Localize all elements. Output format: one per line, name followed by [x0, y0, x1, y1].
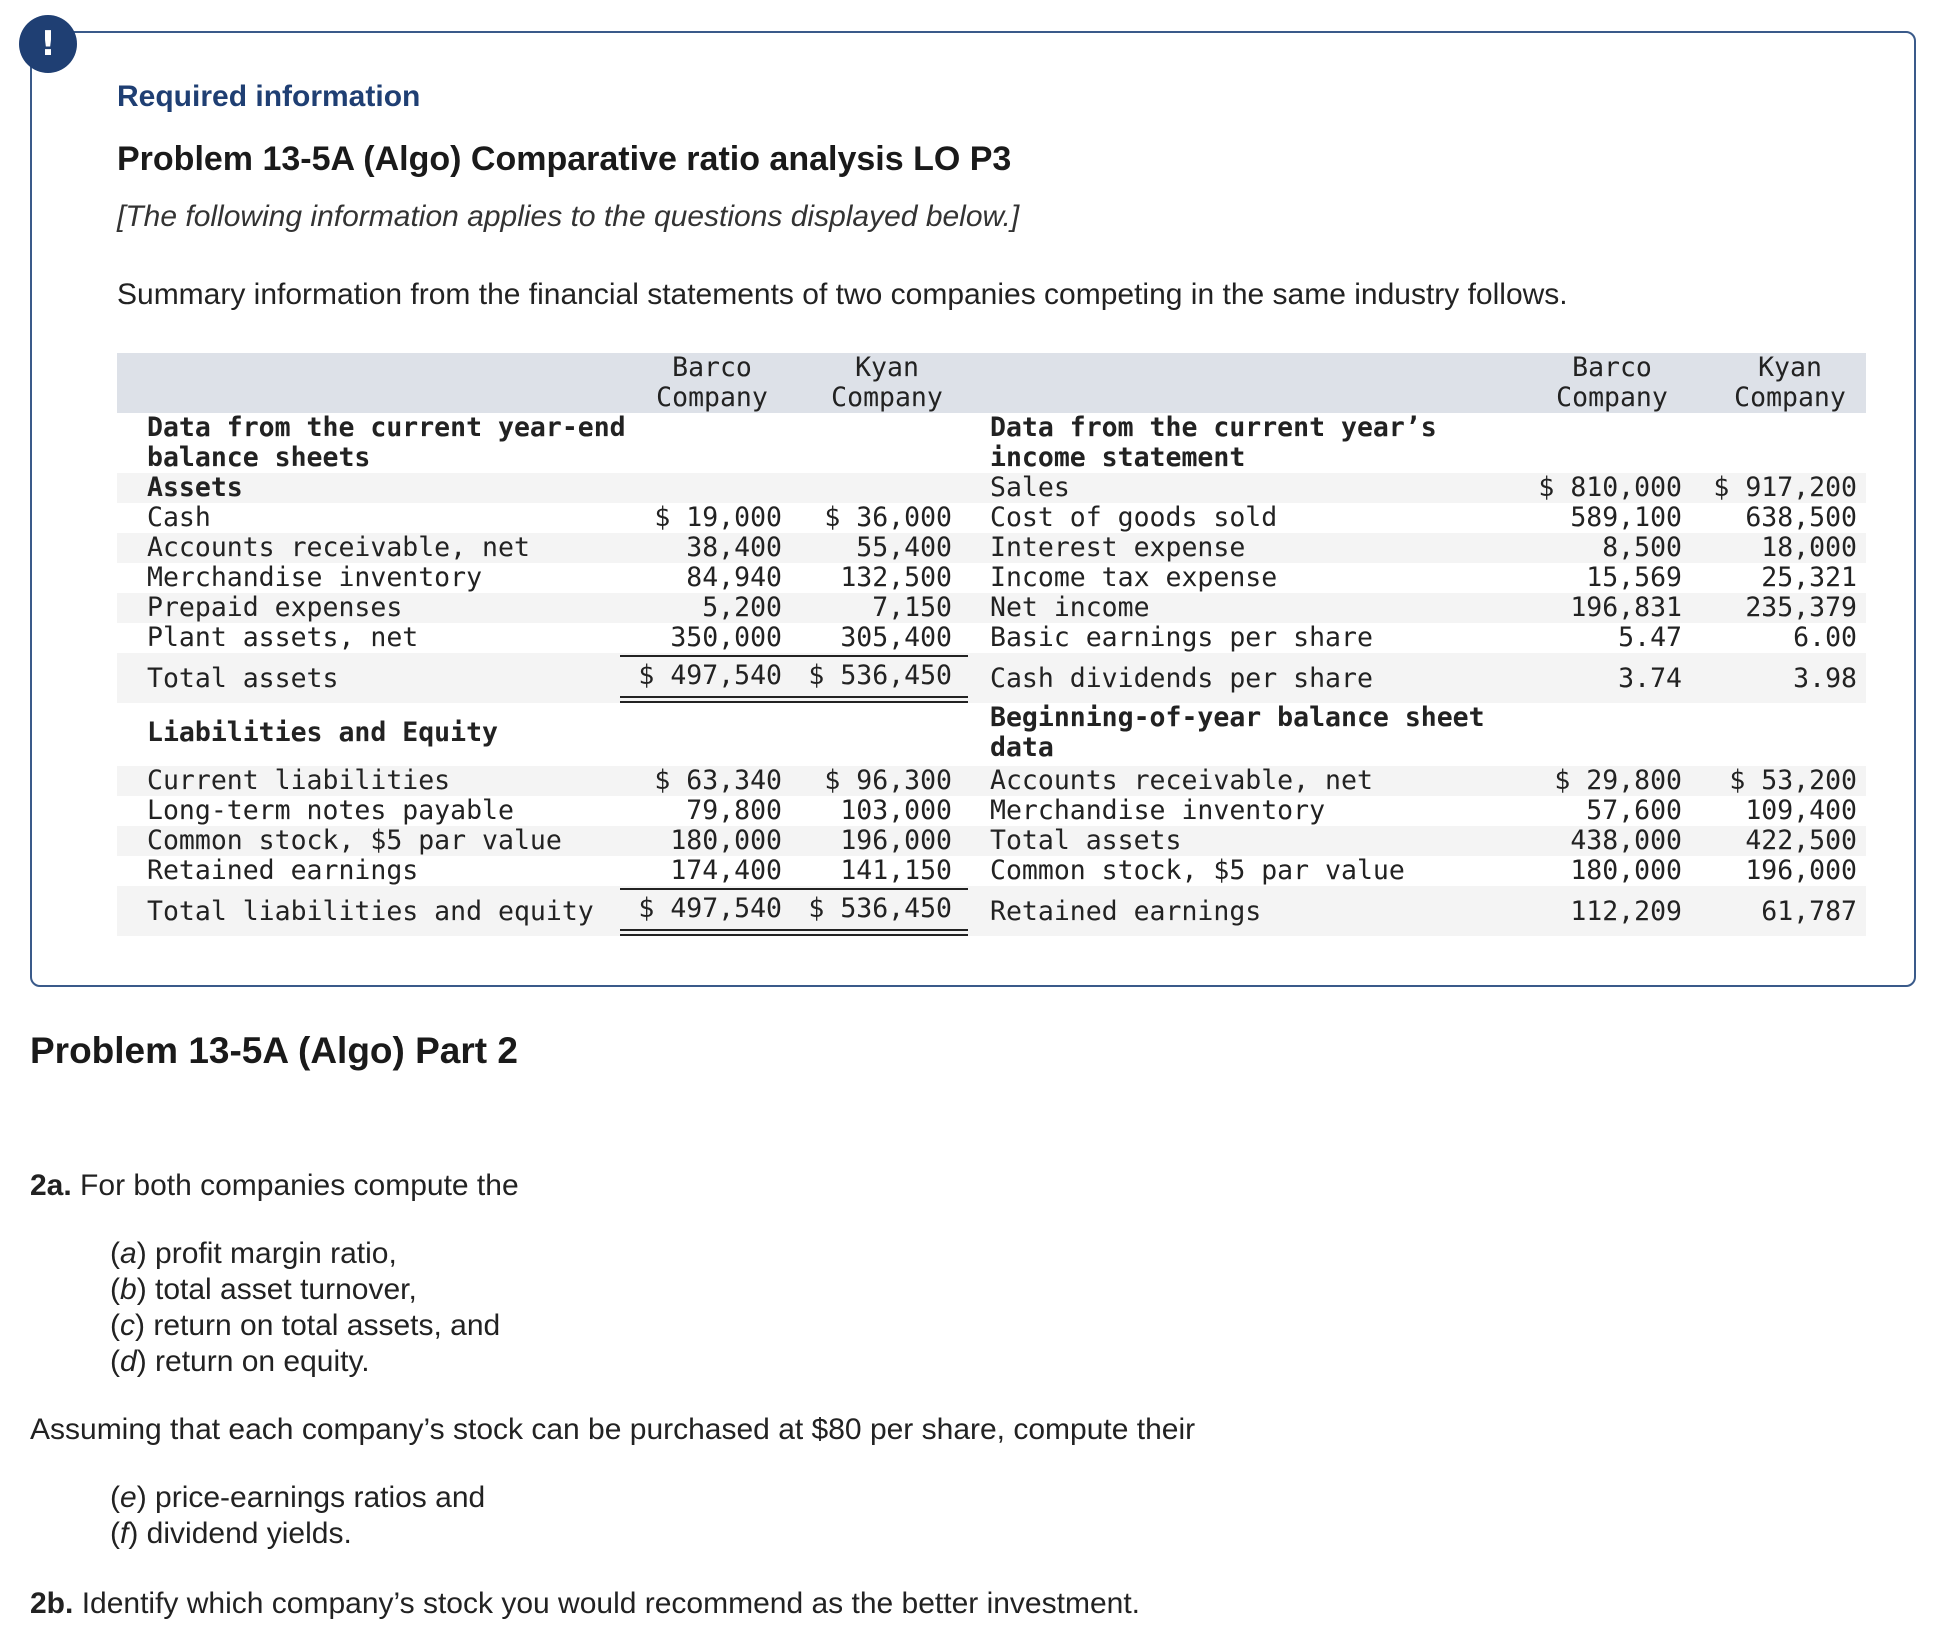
- table-row-label: Accounts receivable, net: [147, 532, 530, 563]
- summary-text: Summary information from the financial statements of two companies competing in the same industry follows.: [117, 278, 1568, 311]
- table-cell-kyan: 61,787: [1761, 896, 1857, 927]
- table-cell-barco: 3.74: [1618, 663, 1682, 694]
- table-row-label: Sales: [990, 472, 1070, 503]
- subtotal-underline: [620, 888, 968, 890]
- table-cell-kyan: 6.00: [1793, 622, 1857, 653]
- table-cell-kyan: $ 36,000: [824, 502, 952, 533]
- table-cell-barco: 57,600: [1586, 795, 1682, 826]
- subtotal-underline: [620, 655, 968, 657]
- table-cell-barco: $ 29,800: [1554, 765, 1682, 796]
- table-cell-barco: $ 19,000: [654, 502, 782, 533]
- table-row-label: Retained earnings: [147, 855, 419, 886]
- table-cell-barco: 5,200: [702, 592, 782, 623]
- beginning-balance-heading: Beginning-of-year balance sheet data: [990, 702, 1485, 763]
- table-cell-kyan: 55,400: [856, 532, 952, 563]
- total-liabilities-label: Total liabilities and equity: [147, 896, 594, 927]
- table-cell-kyan: $ 917,200: [1713, 472, 1857, 503]
- table-cell-barco: 438,000: [1570, 825, 1682, 856]
- table-cell-barco: 180,000: [1570, 855, 1682, 886]
- table-row-label: Long-term notes payable: [147, 795, 514, 826]
- table-cell-barco: 38,400: [686, 532, 782, 563]
- table-cell-barco: 112,209: [1570, 896, 1682, 927]
- table-cell-barco: $ 63,340: [654, 765, 782, 796]
- list-item: (c) return on total assets, and: [110, 1309, 501, 1342]
- question-2b: 2b. Identify which company’s stock you would recommend as the better investment.: [30, 1587, 1140, 1620]
- table-row-label: Accounts receivable, net: [990, 765, 1373, 796]
- part-title: Problem 13-5A (Algo) Part 2: [30, 1030, 518, 1071]
- table-cell-barco: 180,000: [670, 825, 782, 856]
- assets-heading: Assets: [147, 472, 243, 503]
- table-cell-kyan: 18,000: [1761, 532, 1857, 563]
- list-item: (f) dividend yields.: [110, 1517, 352, 1550]
- table-row-label: Common stock, $5 par value: [990, 855, 1405, 886]
- table-row-label: Cash dividends per share: [990, 663, 1373, 694]
- table-cell-kyan: 422,500: [1745, 825, 1857, 856]
- table-cell-kyan: 141,150: [840, 855, 952, 886]
- table-row-label: Interest expense: [990, 532, 1246, 563]
- problem-title: Problem 13-5A (Algo) Comparative ratio analysis LO P3: [117, 140, 1012, 178]
- total-liabilities-barco: $ 497,540: [638, 893, 782, 924]
- col-header-kyan-left: Kyan Company: [831, 352, 943, 413]
- table-row-label: Current liabilities: [147, 765, 451, 796]
- table-row-label: Total assets: [990, 825, 1182, 856]
- list-item: (b) total asset turnover,: [110, 1273, 417, 1306]
- col-header-barco-right: Barco Company: [1556, 352, 1668, 413]
- table-cell-kyan: 196,000: [1745, 855, 1857, 886]
- table-row-label: Retained earnings: [990, 896, 1262, 927]
- table-cell-barco: 196,831: [1570, 592, 1682, 623]
- table-row-label: Income tax expense: [990, 562, 1278, 593]
- col-header-kyan-right: Kyan Company: [1734, 352, 1846, 413]
- table-row-label: Merchandise inventory: [147, 562, 483, 593]
- table-cell-barco: 79,800: [686, 795, 782, 826]
- table-cell-kyan: $ 53,200: [1729, 765, 1857, 796]
- table-cell-barco: 8,500: [1602, 532, 1682, 563]
- total-assets-kyan: $ 536,450: [808, 660, 952, 691]
- table-row-label: Merchandise inventory: [990, 795, 1326, 826]
- table-row-label: Net income: [990, 592, 1150, 623]
- table-cell-kyan: 638,500: [1745, 502, 1857, 533]
- required-information-label: Required information: [117, 80, 421, 113]
- table-cell-kyan: 235,379: [1745, 592, 1857, 623]
- liabilities-equity-heading: Liabilities and Equity: [147, 717, 498, 748]
- table-cell-kyan: 196,000: [840, 825, 952, 856]
- income-statement-section-heading: Data from the current year’s income statement: [990, 412, 1437, 473]
- table-cell-kyan: 7,150: [872, 592, 952, 623]
- table-row-label: Plant assets, net: [147, 622, 419, 653]
- list-item: (e) price-earnings ratios and: [110, 1481, 486, 1514]
- total-assets-barco: $ 497,540: [638, 660, 782, 691]
- table-row-label: Basic earnings per share: [990, 622, 1373, 653]
- table-cell-barco: 174,400: [670, 855, 782, 886]
- table-row-label: Common stock, $5 par value: [147, 825, 562, 856]
- total-double-underline: [620, 696, 968, 703]
- list-item: (d) return on equity.: [110, 1345, 370, 1378]
- assumption-text: Assuming that each company’s stock can be purchased at $80 per share, compute their: [30, 1413, 1196, 1446]
- table-cell-barco: 5.47: [1618, 622, 1682, 653]
- table-row-label: Prepaid expenses: [147, 592, 403, 623]
- table-cell-kyan: $ 96,300: [824, 765, 952, 796]
- applies-note: [The following information applies to the questions displayed below.]: [117, 200, 1020, 233]
- question-2a: 2a. For both companies compute the: [30, 1169, 519, 1202]
- table-cell-barco: 589,100: [1570, 502, 1682, 533]
- total-double-underline: [620, 929, 968, 936]
- table-cell-kyan: 305,400: [840, 622, 952, 653]
- table-cell-kyan: 3.98: [1793, 663, 1857, 694]
- table-cell-barco: 15,569: [1586, 562, 1682, 593]
- table-cell-barco: $ 810,000: [1538, 472, 1682, 503]
- table-cell-barco: 350,000: [670, 622, 782, 653]
- table-cell-kyan: 103,000: [840, 795, 952, 826]
- total-liabilities-kyan: $ 536,450: [808, 893, 952, 924]
- balance-sheet-section-heading: Data from the current year-end balance sheets: [147, 412, 626, 473]
- list-item: (a) profit margin ratio,: [110, 1237, 397, 1270]
- table-row-label: Cost of goods sold: [990, 502, 1278, 533]
- table-cell-kyan: 132,500: [840, 562, 952, 593]
- table-cell-barco: 84,940: [686, 562, 782, 593]
- alert-icon: !: [19, 15, 77, 73]
- table-row-label: Cash: [147, 502, 211, 533]
- total-assets-label: Total assets: [147, 663, 339, 694]
- col-header-barco-left: Barco Company: [656, 352, 768, 413]
- table-cell-kyan: 25,321: [1761, 562, 1857, 593]
- table-cell-kyan: 109,400: [1745, 795, 1857, 826]
